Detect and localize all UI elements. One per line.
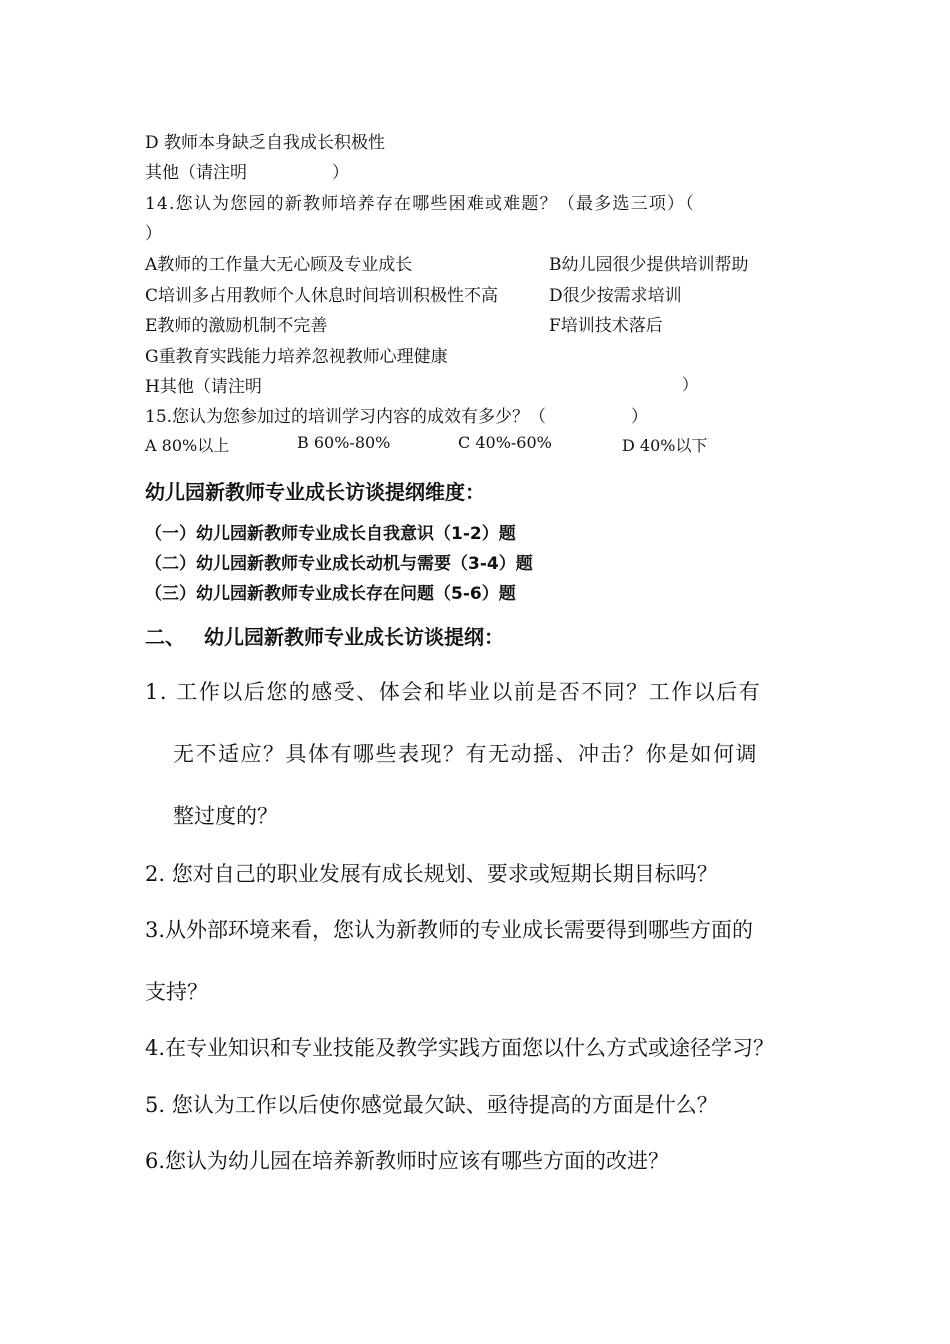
q14-option-f: F培训技术落后: [549, 316, 663, 336]
interview-q3-line1: 3.从外部环境来看，您认为新教师的专业成长需要得到哪些方面的: [145, 918, 754, 942]
q15-question: 15.您认为您参加过的培训学习内容的成效有多少？（ ）: [145, 407, 649, 427]
q14-option-a: A教师的工作量大无心顾及专业成长: [145, 255, 413, 275]
interview-q6: 6.您认为幼儿园在培养新教师时应该有哪些方面的改进？: [145, 1149, 670, 1173]
interview-q2: 2. 您对自己的职业发展有成长规划、要求或短期长期目标吗？: [145, 862, 718, 886]
dimension-item-1: （一）幼儿园新教师专业成长自我意识（1-2）题: [145, 524, 516, 544]
q15-option-d: D 40%以下: [622, 436, 708, 455]
q15-option-b: B 60%-80%: [297, 433, 391, 452]
q14-question-cont: ）: [145, 224, 162, 244]
dimension-item-2: （二）幼儿园新教师专业成长动机与需要（3-4）题: [145, 554, 533, 574]
q15-option-a: A 80%以上: [145, 436, 230, 455]
interview-heading-number: 二、: [145, 625, 185, 649]
q15-option-c: C 40%-60%: [458, 433, 552, 452]
interview-heading: 幼儿园新教师专业成长访谈提纲：: [204, 625, 504, 649]
q14-option-g: G重教育实践能力培养忽视教师心理健康: [145, 347, 448, 367]
dimensions-title: 幼儿园新教师专业成长访谈提纲维度：: [145, 480, 485, 504]
q14-option-d: D很少按需求培训: [549, 286, 682, 306]
interview-q3-line2: 支持？: [145, 980, 208, 1004]
interview-q1-line1: 1. 工作以后您的感受、体会和毕业以前是否不同？工作以后有: [145, 680, 762, 704]
interview-q4: 4.在专业知识和专业技能及教学实践方面您以什么方式或途径学习？: [145, 1036, 775, 1060]
q14-option-c: C培训多占用教师个人休息时间培训积极性不高: [145, 286, 499, 306]
q13-option-d: D 教师本身缺乏自我成长积极性: [145, 133, 386, 153]
dimension-item-3: （三）幼儿园新教师专业成长存在问题（5-6）题: [145, 584, 516, 604]
q14-option-b: B幼儿园很少提供培训帮助: [549, 255, 749, 275]
q14-option-h: H其他（请注明: [145, 377, 262, 397]
q14-option-h-close: ）: [682, 375, 699, 394]
interview-q1-line3: 整过度的？: [173, 804, 278, 828]
q14-question: 14.您认为您园的新教师培养存在哪些困难或难题？（最多选三项）（: [145, 194, 695, 214]
q13-other: 其他（请注明 ）: [145, 163, 349, 183]
interview-q5: 5. 您认为工作以后使你感觉最欠缺、亟待提高的方面是什么？: [145, 1093, 718, 1117]
q14-option-e: E教师的激励机制不完善: [145, 316, 328, 336]
interview-q1-line2: 无不适应？具体有哪些表现？有无动摇、冲击？你是如何调: [173, 742, 758, 766]
